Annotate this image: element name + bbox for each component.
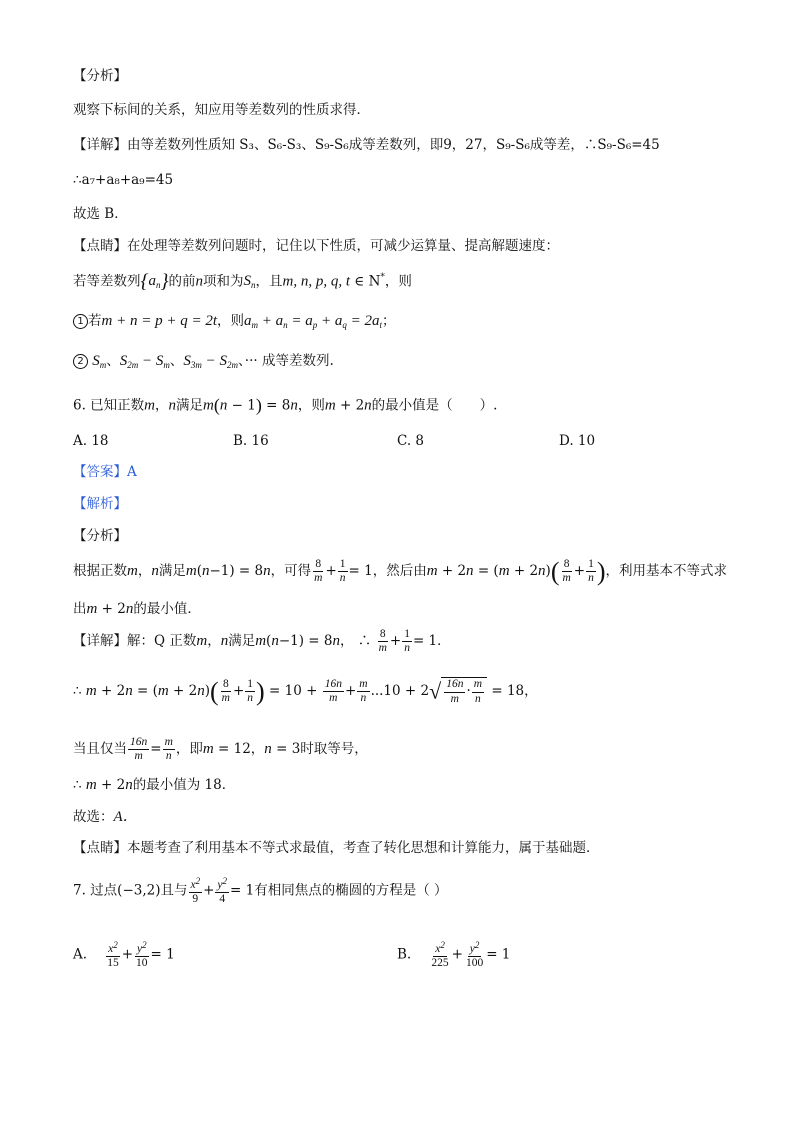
q6-fx-c: 满足	[158, 563, 186, 580]
xiangjie-tag-1: 【详解】	[73, 137, 127, 153]
q6-fx-b: ，	[137, 563, 152, 580]
q6-dianjing-line	[73, 840, 600, 856]
q6-stem-d: ，则	[297, 397, 325, 414]
fenxi-text-1: 观察下标间的关系，知应用等差数列的性质求得．	[73, 102, 370, 118]
q6-choose: 故选：	[73, 809, 114, 825]
q7-stem: 7. 过点(−3,2)且与 $\frac{x^2}{9}$ + $\frac{y^2}{4}$ = 1有相同焦点的椭圆的方程是（ ）	[73, 876, 448, 906]
cond-text-b: 的前	[168, 273, 196, 290]
q6-choose-letter: A．	[113, 809, 138, 825]
q7-opt-b-label: B.	[397, 946, 412, 963]
math-set: m, n, p, q, t	[282, 273, 350, 290]
q6-answer: 【答案】A	[73, 464, 137, 480]
q6-jiexi: 【解析】	[73, 496, 127, 512]
q6-fx-g: 出	[73, 601, 87, 617]
xiangjie-line-1	[73, 137, 660, 153]
fenxi-tag-1: 【分析】	[73, 68, 127, 84]
q6-eq-line: ∴ m + 2n = (m + 2n)( $\frac{8}{m}$ + $\frac{1}{n}$ ) = 10 + $\frac{16n}{m}$ + $\frac{m}{n}$ ...10 + 2√ $\frac{16n}{m}$ · $\frac{m}{n}$ = 18，	[73, 677, 538, 706]
dianjing-tag-1: 【点睛】	[73, 238, 127, 254]
q6-stem-e: 的最小值是（ ）.	[371, 397, 498, 414]
math-p2: $S_m$	[92, 353, 107, 370]
condition-line: 若等差数列$\{a_n\}$的前n项和为$S_n$，且m, n, p, q, t ∈ N*，则	[73, 271, 412, 293]
dianjing-text-1: 在处理等差数列问题时，记住以下性质，可减少运算量、提高解题速度：	[127, 238, 559, 254]
cond-text-e: ，则	[384, 273, 412, 290]
p1-text-c: ；	[382, 313, 396, 329]
q6-dj-text: 本题考查了利用基本不等式求最值，考查了转化思想和计算能力，属于基础题．	[127, 840, 600, 856]
property-1-line	[73, 312, 396, 331]
q6-fenxi-line: 根据正数m，n满足m(n−1) = 8n，可得 $\frac{8}{m}$ + $\frac{1}{n}$ = 1，然后由m + 2n = (m + 2n)( $\frac{8}{m}$ + $\frac{1}{n}$ )，利用基本不等式求	[73, 557, 728, 586]
dianjing-line-1	[73, 238, 559, 254]
choose-line-1: 故选 B．	[73, 206, 128, 222]
property-2-line: 2 $S_m$、$S_{2m} - S_m$、$S_{3m} - S_{2m}$、··· 成等差数列.	[73, 352, 334, 371]
q6-fenxi-line-2: 出m + 2n的最小值．	[73, 601, 201, 617]
q6-choose-line	[73, 808, 138, 826]
q6-fx-d: ，可得	[270, 563, 312, 580]
q6-stem: 6. 已知正数m，n满足m(n − 1) = 8n，则m + 2n的最小值是（ ）.	[73, 395, 498, 415]
p1-text-b: ，则	[217, 313, 244, 329]
circled-2-icon: 2	[73, 354, 88, 369]
q6-eqcond-d: 时取等号，	[300, 741, 368, 758]
q6-xj-tag: 【详解】	[73, 633, 127, 650]
q6-xj-b: ，	[207, 633, 221, 650]
q6-eqcond-line: 当且仅当 $\frac{16n}{m}$ = $\frac{m}{n}$ ，即m = 12，n = 3时取等号，	[73, 736, 368, 763]
q6-eqcond-c: ，	[250, 741, 265, 758]
q6-stem-a: 6. 已知正数	[73, 397, 145, 414]
p2-tail: 成等差数列.	[261, 353, 334, 369]
q6-stem-b: ，	[155, 397, 169, 414]
q6-eqcond-a: 当且仅当	[73, 741, 127, 758]
q6-stem-c: 满足	[176, 397, 204, 414]
q6-option-d[interactable]: D. 10	[559, 433, 596, 449]
q7-stem-b: 且与	[160, 882, 188, 899]
xiangjie-text-1: 由等差数列性质知 S₃、S₆-S₃、S₉-S₆成等差数列，即9，27，S₉-S₆成等差，∴S₉-S₆=45	[127, 137, 660, 153]
math-sn: $S_n$	[243, 273, 256, 291]
q6-option-b[interactable]: B. 16	[233, 433, 269, 449]
cond-text-a: 若等差数列	[73, 273, 141, 290]
math-p1-res: $a_m + a_n = a_p + a_q = 2a_t$	[244, 313, 383, 330]
q6-fx-e: ，然后由	[372, 563, 427, 580]
cond-text-d: ，且	[255, 273, 283, 290]
q6-min-line: ∴ m + 2n的最小值为 18．	[73, 777, 236, 793]
q7-option-b[interactable]: B. $\frac{x^2}{225}$ + $\frac{y^2}{100}$ = 1	[397, 940, 511, 970]
q7-option-a[interactable]: A. $\frac{x^2}{15}$ + $\frac{y^2}{10}$ = 1	[73, 940, 175, 970]
q6-dj-tag: 【点睛】	[73, 840, 127, 856]
q6-xj-a: 解：Q 正数	[127, 633, 197, 650]
math-n: n	[195, 273, 203, 290]
math-seq: $\{a_n\}$	[140, 271, 169, 293]
q6-eqcond-b: ，即	[175, 741, 203, 758]
math-p1-cond: m + n = p + q = 2t	[101, 313, 217, 329]
q6-xj-c: 满足	[228, 633, 256, 650]
q6-xj-d: ，	[339, 633, 354, 650]
q6-fx-a: 根据正数	[73, 563, 127, 580]
p1-text-a: 若	[88, 313, 102, 329]
circled-1-icon: 1	[73, 314, 88, 329]
q6-option-a[interactable]: A. 18	[73, 433, 109, 449]
q6-eq-tail: ，	[524, 683, 538, 700]
q6-xiangjie-line: 【详解】解：Q 正数m，n满足m(n−1) = 8n， ∴ $\frac{8}{m}$ + $\frac{1}{n}$ = 1．	[73, 628, 451, 655]
q7-stem-a: 7. 过点	[73, 882, 118, 899]
q6-min-a: 的最小值为 18．	[132, 777, 236, 793]
q6-fx-f: ，利用基本不等式求	[605, 563, 728, 580]
q7-opt-a-label: A.	[73, 946, 88, 963]
q6-option-c[interactable]: C. 8	[397, 433, 425, 449]
q6-fx-h: 的最小值．	[133, 601, 201, 617]
q7-stem-c: 有相同焦点的椭圆的方程是（ ）	[254, 882, 448, 899]
cond-text-c: 项和为	[203, 273, 244, 290]
q6-fenxi-tag: 【分析】	[73, 528, 127, 544]
result-line-1: ∴a₇+a₈+a₉=45	[73, 172, 174, 188]
